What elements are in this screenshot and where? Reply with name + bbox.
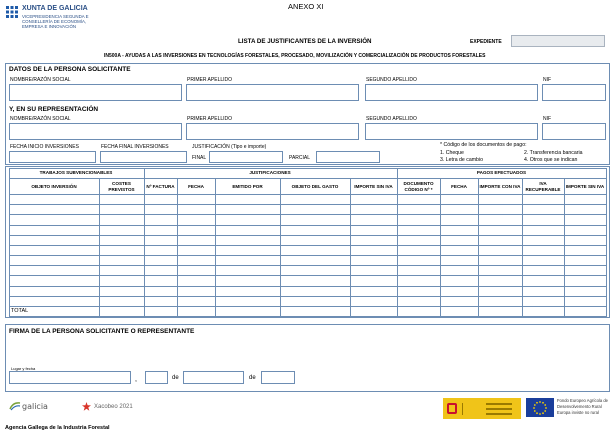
table-row-line (9, 316, 607, 317)
col-objeto-inversion: OBJETO INVERSIÓN (31, 183, 77, 189)
col-costes-previstos: COSTES PREVISTOS (108, 181, 135, 192)
de-label-1: de (172, 375, 179, 381)
sol-apellido2-label: SEGUNDO APELLIDO (366, 77, 417, 83)
col-objeto-gasto: OBJETO DEL GASTO (291, 183, 339, 189)
table-row[interactable] (10, 276, 606, 285)
codigos-title: * Código de los documentos de pago: (440, 142, 527, 148)
org-line2: CONSELLERÍA DE ECONOMÍA, (22, 19, 87, 24)
sol-nif-label: NIF (543, 77, 552, 83)
table-row[interactable] (10, 205, 606, 214)
expediente-field[interactable] (511, 35, 605, 47)
rep-nif-field[interactable] (542, 123, 606, 140)
table-row[interactable] (10, 246, 606, 255)
annex-label: ANEXO XI (288, 2, 324, 11)
eu-flag (526, 398, 554, 417)
col-fecha: FECHA (188, 183, 204, 189)
table-row[interactable] (10, 266, 606, 275)
gobierno-espana-logo (443, 398, 521, 419)
fecha-final-field[interactable] (100, 151, 187, 163)
rep-nombre-label: NOMBRE/RAZÓN SOCIAL (10, 116, 71, 122)
rep-apellido2-field[interactable] (365, 123, 538, 140)
sol-apellido1-field[interactable] (186, 84, 359, 101)
datos-section (5, 63, 610, 165)
codigo-3: 3. Letra de cambio (440, 157, 483, 163)
group-pagos: PAGOS EFECTUADOS (476, 170, 527, 176)
table-edge (606, 168, 607, 316)
sol-apellido2-field[interactable] (365, 84, 538, 101)
table-row[interactable] (10, 256, 606, 265)
xunta-logo (5, 5, 19, 19)
parcial-option-label: PARCIAL (289, 155, 311, 161)
rep-nombre-field[interactable] (9, 123, 182, 140)
feader-line2: Desenvolvemento Rural (557, 404, 602, 409)
table-row[interactable] (10, 215, 606, 224)
fecha-final-label: FECHA FINAL INVERSIONES (101, 144, 169, 150)
xacobeo-logo (82, 402, 133, 411)
org-line1: VICEPRESIDENCIA SEGUNDA E (22, 14, 89, 19)
col-importe-sin-iva-pago: IMPORTE SIN IVA (565, 183, 605, 189)
table-row[interactable] (10, 287, 606, 296)
xacobeo-text: Xacobeo 2021 (94, 403, 133, 410)
group-justificaciones: JUSTIFICACIONES (249, 170, 291, 176)
de-label-2: de (249, 375, 256, 381)
xacobeo-star-icon (82, 402, 91, 411)
col-importe-sin-iva: IMPORTE SIN IVA (354, 183, 393, 189)
comma-separator: , (135, 376, 137, 383)
col-fecha-pago: FECHA (451, 183, 467, 189)
justificacion-final-field[interactable] (209, 151, 283, 163)
col-iva-recuperable: IVA RECUPERABLE (525, 181, 561, 192)
page-subtitle: IN500A - AYUDAS A LAS INVERSIONES EN TECNOLOGÍAS FORESTALES, PROCESADO, MOVILIZACIÓN Y COMERCIALIZACIÓN DE PRODUCTOS FORESTALES (104, 53, 486, 59)
codigo-1: 1. Cheque (440, 150, 464, 156)
table-row[interactable] (10, 195, 606, 204)
rep-apellido1-label: PRIMER APELLIDO (187, 116, 233, 122)
agency-name: Agencia Gallega de la Industria Forestal (5, 425, 110, 431)
final-option-label: FINAL (192, 155, 207, 161)
col-n-factura: Nº FACTURA (146, 183, 175, 189)
fecha-inicio-label: FECHA INICIO INVERSIONES (10, 144, 79, 150)
galicia-swoosh-icon (9, 401, 21, 411)
expediente-label: EXPEDIENTE (470, 39, 502, 45)
ano-field[interactable] (261, 371, 295, 384)
rep-nif-label: NIF (543, 116, 552, 122)
xunta-emblem-icon (5, 5, 19, 19)
galicia-logo (9, 401, 48, 411)
justificacion-label: JUSTIFICACIÓN (Tipo e importe) (192, 144, 267, 150)
justificacion-parcial-field[interactable] (316, 151, 380, 163)
table-row[interactable] (10, 297, 606, 306)
table-row[interactable] (10, 236, 606, 245)
lugar-fecha-label: Lugar y fecha (11, 366, 36, 371)
group-trabajos: TRABAJOS SUBVENCIONABLES (39, 170, 113, 176)
firma-section-title: FIRMA DE LA PERSONA SOLICITANTE O REPRESENTANTE (9, 328, 195, 335)
sol-nombre-field[interactable] (9, 84, 182, 101)
representante-section-title: Y, EN SU REPRESENTACIÓN (9, 106, 99, 113)
table-row[interactable] (10, 226, 606, 235)
org-name: XUNTA DE GALICIA (22, 5, 88, 12)
solicitante-section-title: DATOS DE LA PERSONA SOLICITANTE (9, 66, 131, 73)
table-top-edge (9, 168, 607, 169)
col-emitido-por: EMITIDO POR (232, 183, 263, 189)
mes-field[interactable] (183, 371, 244, 384)
rep-apellido2-label: SEGUNDO APELLIDO (366, 116, 417, 122)
sol-nombre-label: NOMBRE/RAZÓN SOCIAL (10, 77, 71, 83)
codigo-2: 2. Transferencia bancaria (524, 150, 583, 156)
codigo-4: 4. Otros que se indican (524, 157, 578, 163)
eu-stars-icon (532, 400, 548, 416)
galicia-text: galicia (22, 401, 48, 411)
feader-line1: Fondo Europeo Agrícola de (557, 398, 608, 403)
sol-nif-field[interactable] (542, 84, 606, 101)
col-importe-con-iva: IMPORTE CON IVA (479, 183, 521, 189)
fecha-inicio-field[interactable] (9, 151, 96, 163)
table-row-line (9, 306, 607, 307)
spain-crest-icon (446, 401, 458, 416)
col-documento-codigo: DOCUMENTO CÓDIGO Nº * (403, 181, 434, 192)
org-line3: EMPRESA E INNOVACIÓN (22, 24, 77, 29)
page-title: LISTA DE JUSTIFICANTES DE LA INVERSIÓN (238, 38, 372, 45)
sol-apellido1-label: PRIMER APELLIDO (187, 77, 233, 83)
dia-field[interactable] (145, 371, 168, 384)
feader-line3: Europa inviste no rural (557, 410, 599, 415)
total-label: TOTAL (11, 308, 29, 314)
rep-apellido1-field[interactable] (186, 123, 359, 140)
lugar-field[interactable] (9, 371, 131, 384)
